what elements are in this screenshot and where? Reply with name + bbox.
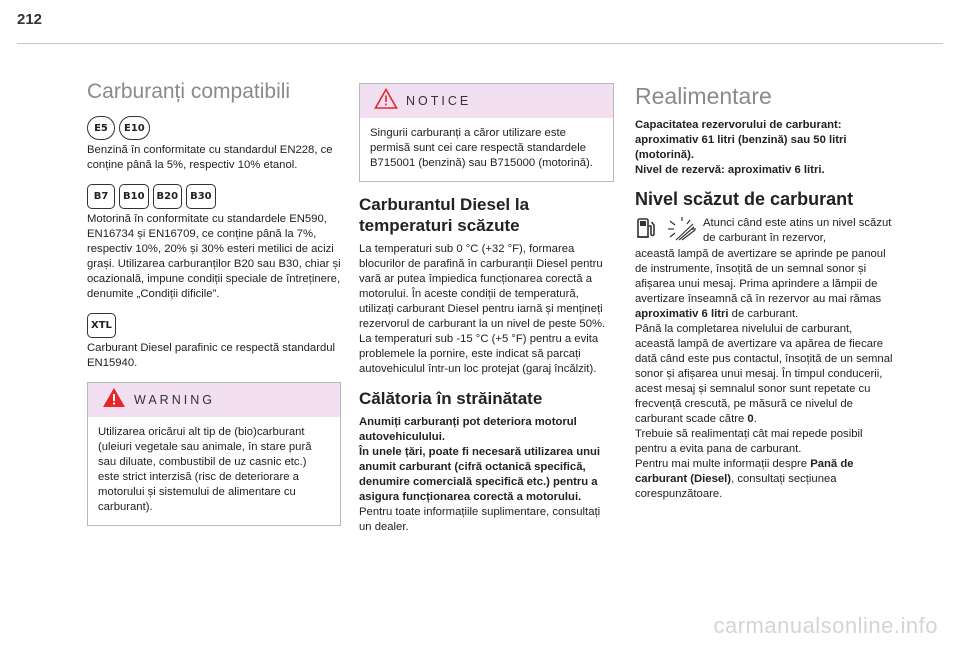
low-fuel-zero: 0 [747, 413, 754, 425]
low-fuel-paragraph-2 [635, 322, 893, 427]
b10-fuel-icon: B10 [119, 184, 149, 209]
warning-triangle-icon [102, 387, 126, 413]
watermark: carmanualsonline.info [713, 613, 938, 638]
fuel-warning-lamp-icon [665, 216, 699, 247]
diesel-badges [87, 184, 341, 209]
warning-text: Utilizarea oricărui alt tip de (bio)carburant (uleiuri vegetale sau animale, în stare pură sau diluate, combustibil de uz casnic etc.) este strict interzisă (risc de deteriorare a motorului și sistemului de alimentare cu carburant). [98, 426, 312, 513]
low-fuel-p2-text: Până la completarea nivelului de carburant, această lampă de avertizare va apărea de fiecare dată când este pus contactul, însoțită de un semnal sonor și afișarea unui mesaj. În timpul conducerii, acest mesaj și semnalul sonor sunt repetate cu frecvență crescută, pe măsură ce nivelul de carburant scade către [635, 323, 893, 425]
low-fuel-icons [635, 216, 699, 247]
diesel-cold-heading: Carburantul Diesel la temperaturi scăzute [359, 195, 530, 235]
xtl-description: Carburant Diesel parafinic ce respectă standardul EN15940. [87, 342, 336, 369]
fuel-pump-icon [635, 216, 659, 247]
section-title-compatible-fuels: Carburanți compatibili [87, 80, 291, 103]
tank-capacity-text: Capacitatea rezervorului de carburant: aproximativ 61 litri (benzină) sau 50 litri (motorină). Nivel de rezervă: aproximativ 6 litri. [635, 119, 847, 176]
xtl-badges [87, 313, 341, 338]
e5-fuel-icon: E5 [87, 116, 115, 140]
b30-fuel-icon: B30 [186, 184, 216, 209]
low-fuel-p2-end: . [753, 413, 757, 425]
fuel-outage-reference: Pană de carburant (Diesel) [635, 458, 854, 485]
notice-header [360, 84, 613, 118]
warning-header [88, 383, 340, 417]
column-diesel [359, 83, 614, 535]
b7-fuel-icon: B7 [87, 184, 115, 209]
low-fuel-p4-end: , consultați secțiunea corespunzătoare. [635, 473, 837, 500]
section-title-refuelling: Realimentare [635, 83, 772, 109]
header-divider [17, 43, 943, 44]
column-refuelling [635, 82, 893, 502]
travel-abroad-text: Pentru toate informațiile suplimentare, consultați un dealer. [359, 506, 601, 533]
low-fuel-intro: Atunci când este atins un nivel scăzut de carburant în rezervor, [703, 217, 892, 244]
b20-fuel-icon: B20 [153, 184, 183, 209]
notice-title: NOTICE [406, 93, 472, 108]
notice-text: Singurii carburanți a căror utilizare este permisă sunt cei care respectă standardele B715001 (benzină) sau B715000 (motorină). [370, 127, 593, 169]
low-fuel-p4-text: Pentru mai multe informații despre [635, 458, 811, 470]
diesel-cold-text: La temperaturi sub 0 °C (+32 °F), formarea blocurilor de parafină în carburanții Diesel pentru vară ar putea împiedica funcționarea corectă a motorului. În aceste condiții de temperatură, utilizați carburant Diesel pentru iarnă și mențineți rezervorul de carburant la un nivel de peste 50%. La temperaturi sub -15 °C (+5 °F) pentru a evita problemele la pornire, este indicat să parcați autovehiculul într-un loc protejat (garaj încălzit). [359, 243, 606, 375]
travel-abroad-heading: Călătoria în străinătate [359, 389, 543, 408]
petrol-badges [87, 116, 341, 140]
low-fuel-reserve-amount: aproximativ 6 litri [635, 308, 729, 320]
notice-triangle-icon [374, 88, 398, 114]
notice-box [359, 83, 614, 182]
travel-abroad-warning: Anumiți carburanți pot deteriora motorul autovehiculului. În unele țări, poate fi necesară utilizarea unui anumit carburant (cifră octanică specifică, denumire comercială specifică etc.) pentru a asigura funcționarea corectă a motorului. [359, 416, 601, 503]
page-number: 212 [17, 11, 43, 28]
low-fuel-p1-text: această lampă de avertizare se aprinde pe panoul de instrumente, însoțită de un semnal sonor și afișarea unui mesaj. Prima aprindere a lămpii de avertizare înseamnă că în rezervor au mai rămas [635, 248, 886, 305]
column-compatible-fuels [87, 78, 341, 526]
warning-box [87, 382, 341, 526]
low-fuel-paragraph-3: Trebuie să realimentați cât mai repede posibil pentru a evita pana de carburant. [635, 428, 863, 455]
low-fuel-intro-row [635, 216, 893, 247]
e10-fuel-icon: E10 [119, 116, 150, 140]
diesel-description: Motorină în conformitate cu standardele EN590, EN16734 și EN16709, ce conține până la 7%, respectiv 10%, 20% și 30% esteri metilici de acizi grași. Utilizarea carburanților B20 sau B30, chiar și ocazională, impune condiții speciale de întreținere, denumite „Condiții dificile”. [87, 213, 341, 300]
low-fuel-p1-end: de carburant. [728, 308, 799, 320]
low-fuel-paragraph-1 [635, 247, 893, 322]
petrol-description: Benzină în conformitate cu standardul EN228, ce conține până la 5%, respectiv 10% etanol. [87, 144, 333, 171]
low-fuel-paragraph-4 [635, 457, 893, 502]
xtl-fuel-icon: XTL [87, 313, 116, 338]
warning-title: WARNING [134, 392, 215, 407]
low-fuel-heading: Nivel scăzut de carburant [635, 189, 854, 209]
